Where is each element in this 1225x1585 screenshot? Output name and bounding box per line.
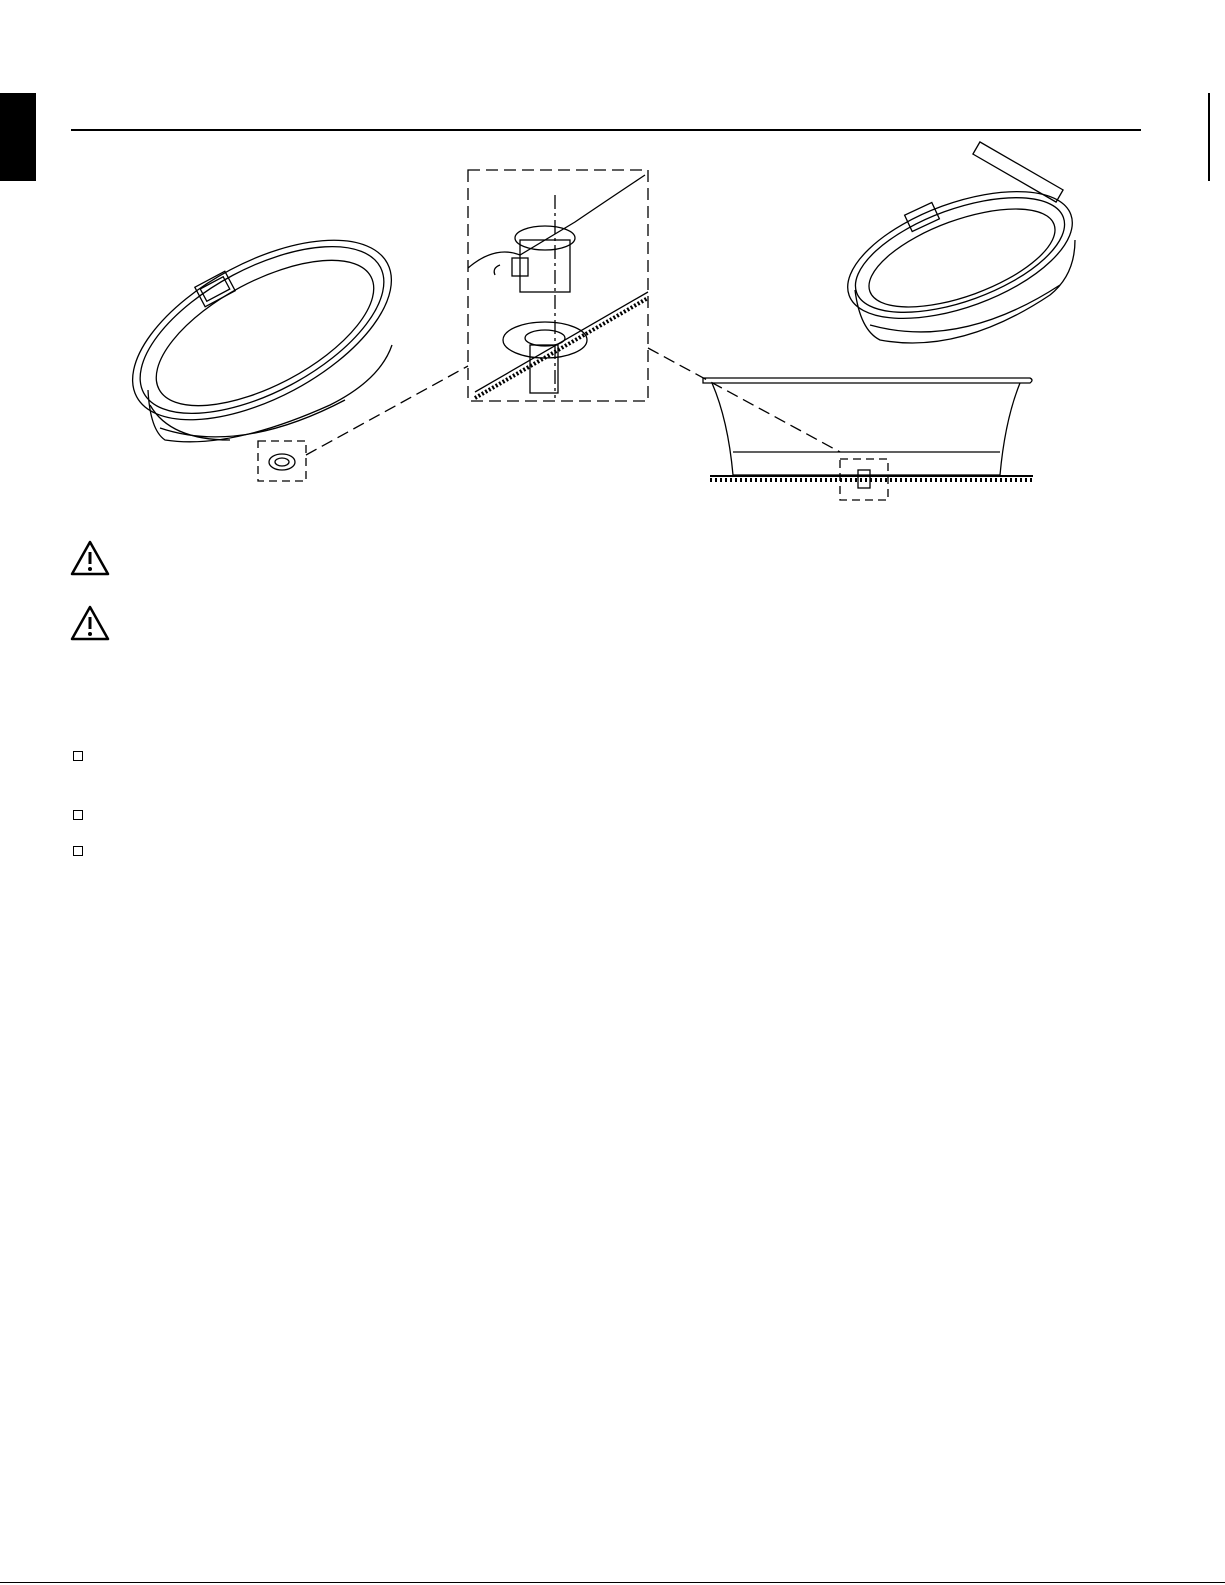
side-elevation-on-floor xyxy=(703,378,1033,500)
leveling-view xyxy=(831,142,1088,344)
drain-locator-box xyxy=(258,441,306,481)
checklist-checkbox[interactable] xyxy=(73,846,83,856)
warning-triangle-icon xyxy=(70,540,110,576)
drain-detail-callout xyxy=(468,170,648,401)
warning-triangle-icon xyxy=(70,605,110,641)
checklist-checkbox[interactable] xyxy=(73,810,83,820)
checklist-checkbox[interactable] xyxy=(73,751,83,761)
installation-figure xyxy=(0,0,1225,520)
footer-rule xyxy=(0,1582,1225,1583)
